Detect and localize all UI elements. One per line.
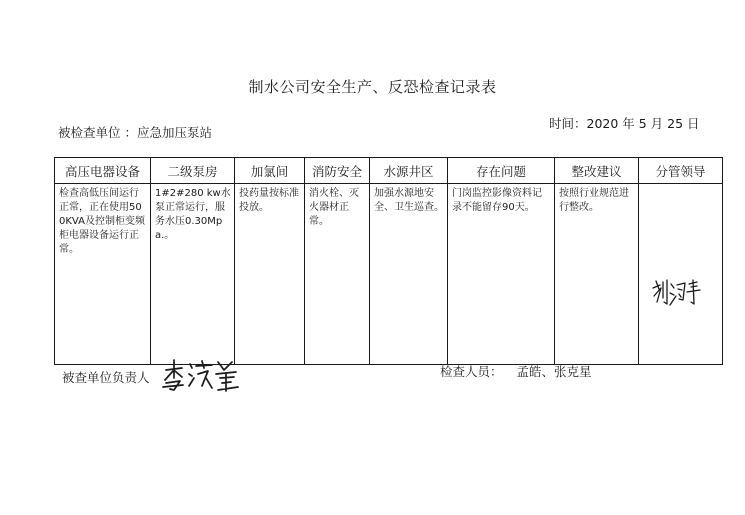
leader-handwritten-signature [649, 276, 703, 310]
responsible-handwritten-signature [160, 356, 242, 396]
inspectors-names: 孟皓、张克星 [516, 364, 592, 379]
inspection-record-table [54, 157, 723, 365]
header-chlorination-room: 加氯间 [235, 158, 305, 184]
header-issues: 存在问题 [448, 158, 555, 184]
cell-hv-equipment: 检查高低压间运行正常，正在使用500KVA及控制柜变频柜电器设备运行正常。 [55, 184, 151, 365]
inspected-unit: 被检查单位 ：应急加压泵站 [58, 125, 212, 140]
cell-chlorination-room: 投药量按标准投放。 [235, 184, 305, 365]
cell-water-source: 加强水源地安全、卫生巡查。 [370, 184, 448, 365]
form-title: 制水公司安全生产、反恐检查记录表 [248, 78, 497, 96]
cell-pump-room: 1#2#280 kw水泵正常运行，服务水压0.30Mpa.。 [151, 184, 235, 365]
header-pump-room: 二级泵房 [151, 158, 235, 184]
responsible-person-label: 被查单位负责人 [62, 370, 150, 385]
header-hv-equipment: 高压电器设备 [55, 158, 151, 184]
inspection-date: 时间：2020 年 5 月 25 日 [549, 116, 700, 131]
inspectors [440, 362, 592, 380]
header-water-source: 水源井区 [370, 158, 448, 184]
inspectors-label: 检查人员： [440, 364, 503, 379]
cell-fire-safety: 消火栓、灭火器材正常。 [305, 184, 370, 365]
header-fire-safety: 消防安全 [305, 158, 370, 184]
cell-rectification: 按照行业规范进行整改。 [555, 184, 639, 365]
cell-issues: 门岗监控影像资料记录不能留存90天。 [448, 184, 555, 365]
header-rectification: 整改建议 [555, 158, 639, 184]
header-row [55, 158, 723, 184]
cell-leader [639, 184, 723, 365]
header-leader: 分管领导 [639, 158, 723, 184]
record-row [55, 184, 723, 365]
